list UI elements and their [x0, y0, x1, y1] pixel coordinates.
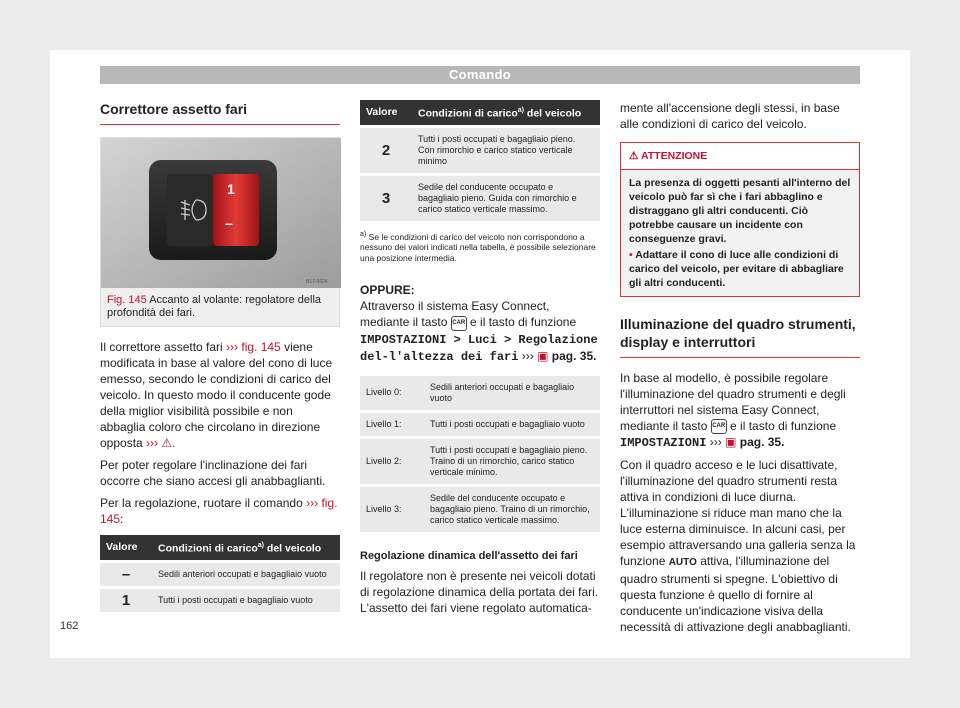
page	[50, 50, 910, 658]
footnote	[360, 229, 600, 265]
fig-ref-link[interactable]: ››› fig. 145	[100, 496, 338, 526]
page-ref[interactable]: pag. 35.	[736, 435, 785, 450]
text: e il tasto di funzione	[466, 315, 577, 330]
para-easy-connect	[360, 298, 600, 364]
level-table	[360, 373, 600, 532]
column-1	[100, 100, 340, 612]
car-key-icon: CAR	[451, 316, 467, 331]
cell-label: Livello 0:	[360, 374, 424, 411]
cell-label: Livello 3:	[360, 485, 424, 532]
text: attiva, l'illuminazione del quadro strumenti si spegne. L'obiettivo di questa funzione è quello di fornire al conducente un'indicazione visiva della necessità di attivazione degli anabbaglianti.	[620, 554, 851, 635]
text: :	[120, 512, 124, 526]
oppure-label: OPPURE:	[360, 283, 415, 298]
para-dynamic: Il regolatore non è presente nei veicoli dotati di regolazione dinamica della portata dei fari. L'assetto dei fari viene regolato automatica-	[360, 568, 599, 615]
para-headlight-intro	[100, 339, 340, 451]
text: In base al modello, è possibile regolare l'illuminazione del quadro strumenti e degli interruttori nel sistema Easy Connect, mediante il tasto	[620, 371, 846, 433]
warning-ref-link[interactable]: ››› ⚠.	[146, 436, 176, 450]
para-continued: mente all'accensione degli stessi, in base alle condizioni di carico del veicolo.	[620, 101, 840, 131]
cell-text: Sedili anteriori occupati e bagagliaio vuoto	[152, 561, 340, 587]
figure-caption-text: Accanto al volante: regolatore della profondità dei fari.	[107, 294, 322, 319]
warning-bullet-text: Adattare il cono di luce alle condizioni di carico del veicolo, per evitare di abbagliare gli altri conducenti.	[629, 249, 844, 289]
text: ›››	[518, 348, 538, 363]
warning-text: La presenza di oggetti pesanti all'interno del veicolo può far sì che i fari abbaglino e distraggano gli altri conducenti. Ciò potrebbe causare un incidente con conseguenze gravi.	[629, 177, 851, 245]
text: viene modificata in base al valore del cono di luce emesso, secondo le condizioni di carico del veicolo. In questo modo il conducente gode della miglior visibilità possibile e non abbaglia coloro che circolano in direzione opposta	[100, 340, 333, 450]
text: Con il quadro acceso e le luci disattivate, l'illuminazione del quadro strumenti resta attiva in condizioni di luce diurna. L'illuminazione si riduce man mano che la luce esterna diminuisce. In alcuni casi, per esempio attraversando una galleria senza la funzione	[620, 458, 856, 569]
warning-title: ATTENZIONE	[640, 150, 708, 162]
text: Condizioni di carico	[158, 542, 258, 555]
text: Attraverso il sistema Easy Connect, mediante il tasto	[360, 299, 550, 330]
figure-145	[100, 137, 340, 327]
cell-text: Sedili anteriori occupati e bagagliaio vuoto	[424, 374, 600, 411]
table-row	[100, 561, 340, 587]
text: Per la regolazione, ruotare il comando	[100, 496, 307, 510]
para-daylight	[620, 457, 860, 635]
warning-body	[621, 170, 859, 296]
table-row	[360, 174, 600, 221]
column-2	[360, 100, 600, 622]
sup: a)	[517, 107, 524, 114]
cell-text: Tutti i posti occupati e bagagliaio vuoto	[424, 411, 600, 437]
text: del veicolo	[524, 107, 582, 120]
figure-label: Fig. 145	[107, 294, 147, 306]
text: Condizioni di carico	[418, 107, 518, 120]
th-condizioni	[152, 535, 340, 561]
menu-path: IMPOSTAZIONI > Luci > Regolazione del-l'altezza dei fari	[360, 332, 598, 364]
para-low-beam: Per poter regolare l'inclinazione dei fari occorre che siano accesi gli anabbaglianti.	[100, 458, 326, 488]
table-row	[360, 437, 600, 485]
figure-code: B17-0624	[306, 279, 328, 285]
warning-icon: ⚠	[629, 150, 639, 162]
cell-label: Livello 2:	[360, 437, 424, 485]
footnote-mark: a)	[360, 229, 367, 238]
text: del veicolo	[264, 542, 322, 555]
table-row	[360, 374, 600, 411]
load-table-1	[100, 535, 340, 612]
cell-text: Tutti i posti occupati e bagagliaio vuoto	[152, 587, 340, 612]
page-header: Comando	[100, 66, 860, 84]
text: ›››	[706, 435, 726, 450]
section-title-headlight: Correttore assetto fari	[100, 100, 340, 125]
fig-ref-link[interactable]: ››› fig. 145	[226, 340, 281, 354]
table-row	[360, 485, 600, 532]
sup: a)	[257, 542, 264, 549]
cell-text: Tutti i posti occupati e bagagliaio pieno. Con rimorchio e carico statico verticale minimo	[412, 126, 600, 174]
table-row	[100, 587, 340, 612]
car-key-icon: CAR	[711, 419, 727, 434]
cell-label: Livello 1:	[360, 411, 424, 437]
th-valore: Valore	[100, 535, 152, 561]
cell-text: Tutti i posti occupati e bagagliaio pieno. Traino di un rimorchio, carico statico verticale minimo.	[424, 437, 600, 485]
cell-value: 3	[360, 174, 412, 221]
figure-caption	[101, 288, 339, 326]
column-3	[620, 100, 860, 641]
load-table-1-cont	[360, 100, 600, 221]
cell-text: Sedile del conducente occupato e bagagliaio pieno. Guida con rimorchio e carico statico verticale massimo.	[412, 174, 600, 221]
subtitle-dynamic: Regolazione dinamica dell'assetto dei fari	[360, 549, 578, 562]
cell-value: –	[100, 561, 152, 587]
book-ref-icon[interactable]: ▣	[537, 348, 549, 363]
menu-name: IMPOSTAZIONI	[620, 436, 707, 451]
headlight-switch-illustration	[101, 138, 341, 288]
th-valore: Valore	[360, 100, 412, 126]
footnote-text: Se le condizioni di carico del veicolo non corrispondono a nessuno dei valori indicati nella tabella, è possibile selezionare una posizione intermedia.	[360, 231, 596, 264]
text: e il tasto di funzione	[726, 419, 837, 433]
para-illumination	[620, 370, 860, 451]
switch-mark-minus: –	[225, 215, 233, 231]
warning-box	[620, 142, 860, 297]
figure-image	[101, 138, 341, 288]
cell-value: 1	[100, 587, 152, 612]
th-condizioni	[412, 100, 600, 126]
bullet-icon: •	[629, 249, 633, 261]
warning-header	[621, 143, 859, 170]
page-ref[interactable]: pag. 35.	[548, 348, 597, 363]
table-row	[360, 126, 600, 174]
switch-mark-1: 1	[227, 181, 235, 197]
page-number: 162	[60, 620, 79, 632]
cell-text: Sedile del conducente occupato e bagagliaio pieno. Traino di un rimorchio, carico statico verticale massimo.	[424, 485, 600, 532]
section-title-illumination: Illuminazione del quadro strumenti, display e interruttori	[620, 315, 860, 358]
auto-icon: AUTO	[668, 557, 697, 569]
para-rotate	[100, 495, 340, 527]
book-ref-icon[interactable]: ▣	[725, 435, 737, 450]
table-row	[360, 411, 600, 437]
warning-bullet	[629, 248, 851, 290]
text: Il correttore assetto fari	[100, 340, 227, 354]
cell-value: 2	[360, 126, 412, 174]
